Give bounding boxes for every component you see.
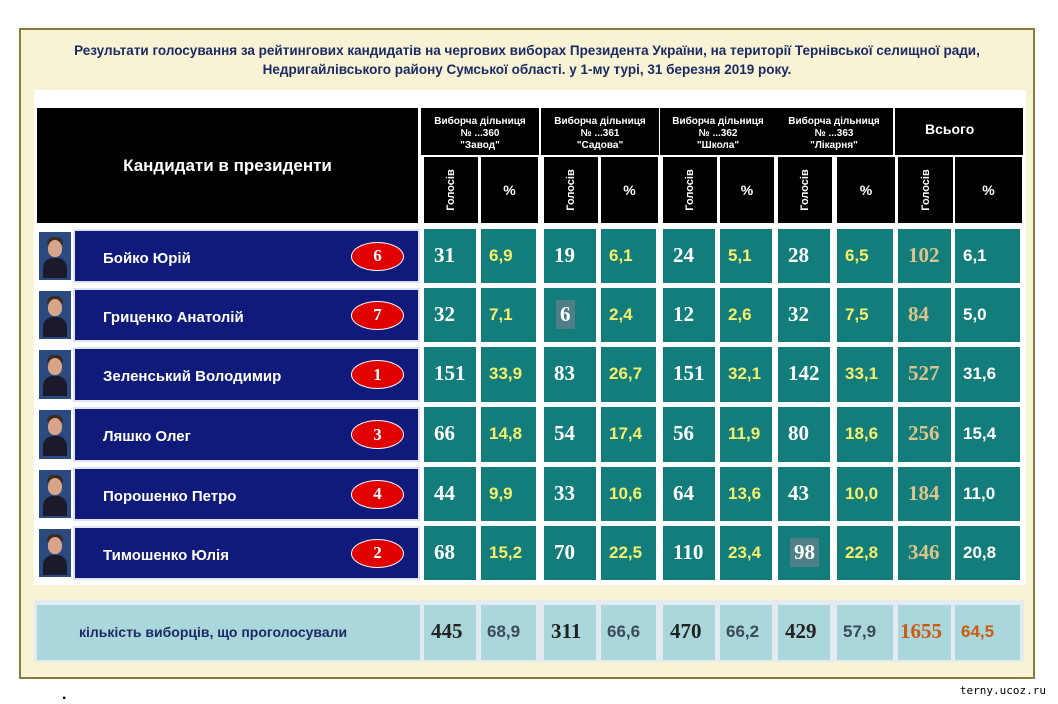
percent-value: 6,1: [963, 246, 987, 265]
percent-subheader-label: %: [623, 182, 636, 198]
percent-value: 20,8: [963, 543, 997, 562]
votes-value: 24: [673, 243, 694, 267]
footer-percent-value: 66,6: [607, 622, 641, 641]
percent-value: 14,8: [489, 424, 523, 443]
total-header: [895, 108, 1023, 155]
votes-cell: [424, 467, 476, 521]
footer-votes-value: 1655: [900, 619, 942, 643]
station-header-1: [421, 108, 539, 155]
photo-face: [48, 358, 62, 375]
percent-value: 33,1: [845, 364, 879, 383]
footer-votes-cell: [663, 605, 715, 660]
header-separator: [34, 90, 1026, 100]
votes-cell: [778, 288, 830, 342]
percent-cell: [601, 407, 656, 462]
watermark: terny.ucoz.ru: [959, 684, 1046, 697]
votes-value: 12: [673, 302, 694, 326]
percent-cell: [601, 229, 656, 283]
station-header-line1: Виборча дільниця: [672, 116, 764, 127]
percent-cell: [481, 347, 536, 402]
votes-value: 98: [790, 538, 819, 567]
candidate-photo-icon: [39, 291, 71, 339]
votes-subheader-3: [663, 157, 717, 223]
station-header-4: [775, 108, 893, 155]
percent-value: 23,4: [728, 543, 762, 562]
percent-cell: [955, 347, 1020, 402]
votes-cell: [544, 407, 596, 462]
candidate-photo-icon: [39, 410, 71, 459]
footer-votes-cell: [778, 605, 830, 660]
votes-value: 110: [673, 540, 704, 564]
station-header-line1: Виборча дільниця: [554, 116, 646, 127]
percent-cell: [481, 229, 536, 283]
votes-value: 346: [908, 540, 940, 564]
candidate-name-cell: [73, 229, 420, 283]
candidate-photo-icon: [39, 232, 71, 280]
candidate-photo-icon: [39, 529, 71, 577]
percent-value: 17,4: [609, 424, 643, 443]
votes-cell: [778, 407, 830, 462]
footer-percent-cell: [481, 605, 536, 660]
votes-value: 184: [908, 481, 940, 505]
percent-cell: [955, 229, 1020, 283]
footer-votes-value: 445: [431, 619, 463, 643]
percent-value: 5,0: [963, 305, 987, 324]
percent-value: 15,4: [963, 424, 997, 443]
votes-cell: [898, 467, 951, 521]
candidate-name: Бойко Юрій: [103, 250, 191, 267]
photo-face: [48, 418, 62, 435]
candidate-name-cell: [73, 347, 420, 402]
percent-subheader-5: [955, 157, 1022, 223]
station-header-3: [660, 108, 776, 155]
votes-subheader-2: [544, 157, 598, 223]
votes-cell: [778, 229, 830, 283]
votes-subheader-1: [424, 157, 478, 223]
percent-subheader-label: %: [503, 182, 516, 198]
station-header-line1: Виборча дільниця: [434, 116, 526, 127]
percent-cell: [720, 526, 772, 580]
votes-value: 151: [673, 361, 705, 385]
votes-cell: [663, 229, 715, 283]
votes-subheader-4: [778, 157, 832, 223]
ballot-number-badge: 3: [351, 420, 404, 449]
photo-face: [48, 478, 62, 495]
percent-subheader-3: [720, 157, 774, 223]
votes-value: 32: [788, 302, 809, 326]
percent-cell: [837, 229, 893, 283]
votes-value: 31: [434, 243, 455, 267]
candidate-name: Зеленський Володимир: [103, 368, 282, 385]
votes-value: 44: [434, 481, 455, 505]
votes-value: 83: [554, 361, 575, 385]
candidate-name-cell: [73, 288, 420, 342]
votes-cell: [778, 467, 830, 521]
percent-value: 10,0: [845, 484, 879, 503]
footer-votes-cell: [898, 605, 951, 660]
votes-value: 19: [554, 243, 575, 267]
votes-value: 142: [788, 361, 820, 385]
station-header-2: [541, 108, 659, 155]
percent-value: 6,9: [489, 246, 513, 265]
ballot-number-badge: 4: [351, 480, 404, 509]
percent-value: 32,1: [728, 364, 762, 383]
votes-cell: [424, 347, 476, 402]
percent-cell: [837, 347, 893, 402]
percent-subheader-label: %: [859, 182, 873, 198]
station-header-line3: "Садова": [576, 140, 624, 151]
percent-value: 31,6: [963, 364, 997, 383]
percent-value: 22,8: [845, 543, 879, 562]
votes-value: 84: [908, 302, 929, 326]
percent-cell: [955, 288, 1020, 342]
percent-value: 9,9: [489, 484, 513, 503]
candidate-name: Ляшко Олег: [103, 428, 191, 445]
footer-label-cell: [37, 605, 420, 660]
percent-cell: [720, 467, 772, 521]
percent-value: 6,1: [609, 246, 633, 265]
percent-value: 2,4: [609, 305, 633, 324]
photo-suit: [43, 436, 67, 456]
percent-cell: [720, 347, 772, 402]
total-header-label: Всього: [925, 121, 975, 137]
candidate-name-cell: [73, 407, 420, 462]
votes-cell: [424, 407, 476, 462]
footer-percent-cell: [837, 605, 893, 660]
percent-value: 7,5: [845, 305, 869, 324]
percent-value: 33,9: [489, 364, 523, 383]
percent-value: 11,0: [963, 484, 996, 503]
percent-cell: [481, 526, 536, 580]
votes-cell: [663, 467, 715, 521]
photo-face: [48, 537, 62, 554]
votes-cell: [898, 229, 951, 283]
percent-value: 2,6: [728, 305, 752, 324]
percent-value: 11,9: [728, 424, 761, 443]
votes-subheader-label: Голосів: [684, 169, 696, 211]
percent-value: 22,5: [609, 543, 643, 562]
votes-cell: [663, 407, 715, 462]
photo-face: [48, 240, 62, 257]
footer-votes-value: 311: [551, 619, 582, 643]
votes-cell: [663, 288, 715, 342]
votes-value: 56: [673, 421, 694, 445]
stray-dot: .: [62, 686, 67, 703]
percent-subheader-label: %: [740, 182, 754, 198]
percent-cell: [837, 467, 893, 521]
photo-suit: [43, 317, 67, 337]
votes-value: 70: [554, 540, 575, 564]
ballot-number-badge: 1: [351, 360, 404, 389]
percent-cell: [601, 288, 656, 342]
votes-cell: [544, 526, 596, 580]
votes-subheader-label: Голосів: [445, 169, 457, 211]
votes-cell: [544, 467, 596, 521]
votes-cell: [544, 347, 596, 402]
percent-subheader-2: [601, 157, 658, 223]
footer-label: кількість виборців, що проголосували: [79, 624, 348, 640]
candidate-name: Гриценко Анатолій: [103, 309, 244, 326]
photo-suit: [43, 258, 67, 278]
candidate-name: Тимошенко Юлія: [103, 547, 229, 564]
votes-cell: [663, 526, 715, 580]
percent-value: 26,7: [609, 364, 643, 383]
votes-cell: [424, 526, 476, 580]
candidate-name-cell: [73, 467, 420, 521]
footer-votes-value: 429: [785, 619, 817, 643]
votes-value: 66: [434, 421, 455, 445]
percent-cell: [720, 229, 772, 283]
votes-cell: [898, 407, 951, 462]
percent-cell: [481, 467, 536, 521]
percent-value: 5,1: [728, 246, 752, 265]
percent-cell: [837, 407, 893, 462]
votes-value: 28: [788, 243, 809, 267]
percent-value: 13,6: [728, 484, 762, 503]
photo-suit: [43, 496, 67, 516]
votes-value: 68: [434, 540, 455, 564]
ballot-number-badge: 7: [351, 301, 404, 330]
page-title: Результати голосування за рейтингових кандидатів на чергових виборах Президента України, на території Тернівської селищної ради, Недригайлівського району Сумської області. у 1-му турі, 31 березня 2019 року.: [74, 43, 980, 77]
footer-votes-value: 470: [670, 619, 702, 643]
votes-value: 80: [788, 421, 809, 445]
footer-percent-cell: [720, 605, 772, 660]
percent-value: 18,6: [845, 424, 879, 443]
station-header-line2: № ...360: [460, 128, 500, 139]
percent-cell: [601, 347, 656, 402]
station-header-line3: "Школа": [696, 140, 740, 151]
candidate-name: Порошенко Петро: [103, 488, 237, 505]
photo-suit: [43, 555, 67, 575]
percent-cell: [601, 467, 656, 521]
percent-cell: [955, 526, 1020, 580]
votes-cell: [898, 526, 951, 580]
votes-subheader-label: Голосів: [565, 169, 577, 211]
percent-value: 6,5: [845, 246, 869, 265]
votes-value: 256: [908, 421, 940, 445]
percent-cell: [481, 407, 536, 462]
votes-value: 43: [788, 481, 809, 505]
footer-votes-cell: [544, 605, 596, 660]
percent-subheader-4: [837, 157, 895, 223]
percent-cell: [481, 288, 536, 342]
votes-cell: [898, 288, 951, 342]
votes-value: 33: [554, 481, 575, 505]
percent-subheader-1: [481, 157, 538, 223]
percent-subheader-label: %: [982, 182, 995, 198]
photo-face: [48, 299, 62, 316]
candidate-photo-icon: [39, 350, 71, 399]
ballot-number-badge: 2: [351, 539, 404, 568]
votes-cell: [778, 526, 830, 580]
percent-cell: [955, 467, 1020, 521]
percent-value: 10,6: [609, 484, 643, 503]
percent-cell: [720, 288, 772, 342]
footer-votes-cell: [424, 605, 476, 660]
candidate-name-cell: [73, 526, 420, 580]
station-header-line2: № ...361: [580, 128, 620, 139]
votes-value: 527: [908, 361, 940, 385]
footer-percent-value: 64,5: [961, 622, 995, 641]
votes-cell: [424, 229, 476, 283]
votes-cell: [424, 288, 476, 342]
percent-value: 7,1: [489, 305, 513, 324]
votes-subheader-label: Голосів: [919, 169, 932, 211]
percent-value: 15,2: [489, 543, 523, 562]
votes-value: 32: [434, 302, 455, 326]
candidate-photo-icon: [39, 470, 71, 518]
votes-cell: [544, 229, 596, 283]
station-header-line2: № ...362: [698, 128, 738, 139]
station-header-line3: "Завод": [460, 140, 500, 151]
station-header-line1: Виборча дільниця: [788, 116, 880, 127]
footer-percent-value: 68,9: [487, 622, 521, 641]
votes-cell: [898, 347, 951, 402]
candidates-header: Кандидати в президенти: [37, 108, 418, 223]
votes-value: 54: [554, 421, 575, 445]
votes-value: 64: [673, 481, 694, 505]
votes-value: 102: [908, 243, 940, 267]
votes-subheader-5: [898, 157, 953, 223]
votes-cell: [544, 288, 596, 342]
votes-cell: [663, 347, 715, 402]
percent-cell: [837, 288, 893, 342]
percent-cell: [955, 407, 1020, 462]
votes-value: 6: [556, 300, 575, 329]
station-header-line2: № ...363: [814, 128, 854, 139]
footer-percent-value: 57,9: [843, 622, 877, 641]
percent-cell: [837, 526, 893, 580]
station-header-line3: "Лікарня": [810, 140, 858, 151]
footer-percent-cell: [955, 605, 1020, 660]
footer-percent-value: 66,2: [726, 622, 760, 641]
votes-value: 151: [434, 361, 466, 385]
ballot-number-badge: 6: [351, 242, 404, 271]
votes-subheader-label: Голосів: [799, 169, 811, 211]
footer-percent-cell: [601, 605, 656, 660]
votes-cell: [778, 347, 830, 402]
percent-cell: [720, 407, 772, 462]
percent-cell: [601, 526, 656, 580]
photo-suit: [43, 376, 67, 396]
